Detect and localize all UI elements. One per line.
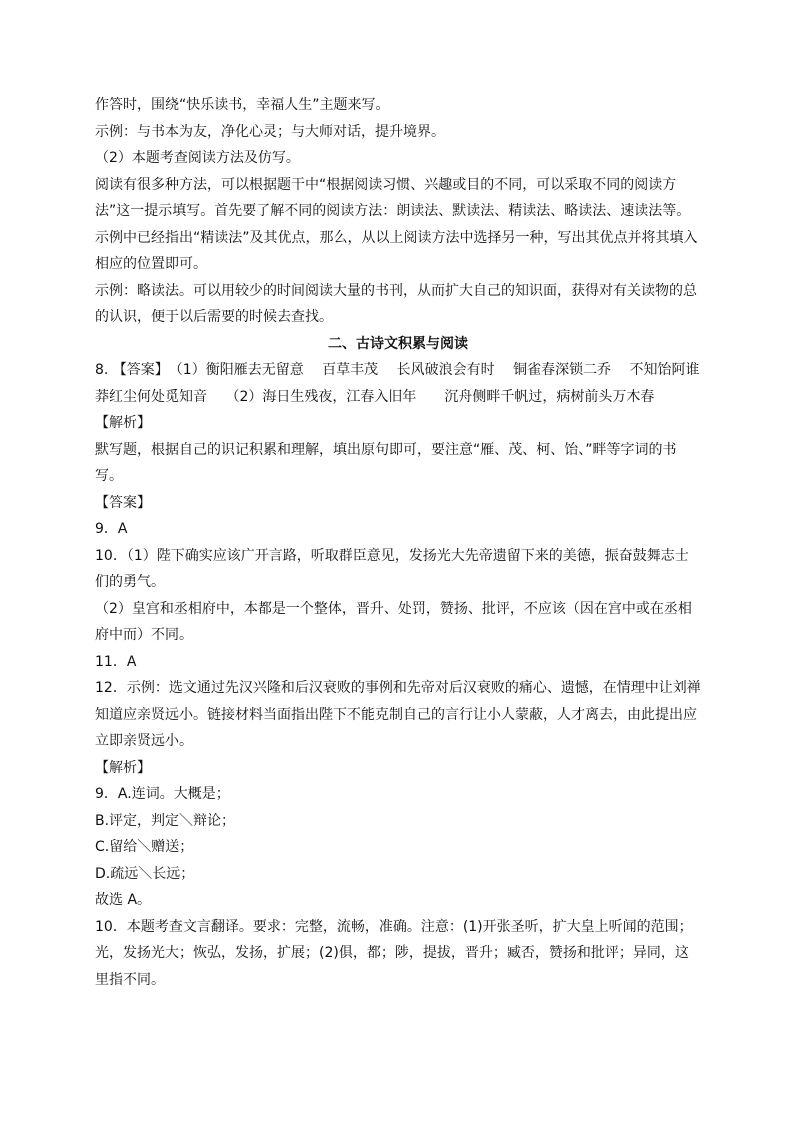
- answer-11: 11．A: [95, 653, 137, 670]
- answer-8-line-2: 莽红尘何处觅知音 （2）海日生残夜，江春入旧年 沉舟侧畔千帆过，病树前头万木春: [95, 388, 655, 405]
- answer-9: 9．A: [95, 521, 128, 537]
- text-line: 作答时，围绕“快乐读书，幸福人生”主题来写。: [95, 97, 390, 113]
- analysis-9-conclusion: 故选 A。: [95, 892, 152, 908]
- answer-10-1: 10．（1）陛下确实应该广开言路，听取群臣意见，发扬光大先帝遗留下来的美德，振奋鼓舞志士们的勇气。: [95, 547, 689, 590]
- analysis-9-c: C.留给＼赠送；: [95, 839, 194, 855]
- answer-12: 12．示例：选文通过先汉兴隆和后汉衰败的事例和先帝对后汉衰败的痛心、遗憾，在情理中让刘禅知道应亲贤远小。链接材料当面指出陛下不能克制自己的言行让小人蒙蔽，人才离去，由此提出应立即亲贤远小。: [95, 680, 701, 749]
- analysis-label: 【解析】: [95, 759, 151, 776]
- analysis-9-a: 9．A.连词。大概是；: [95, 786, 230, 802]
- text-line: 默写题，根据自己的识记积累和理解，填出原句即可，要注意“雁、茂、柯、饴、”畔等字词的书写。: [95, 441, 677, 484]
- text-paragraph: 示例：略读法。可以用较少的时间阅读大量的书刊，从而扩大自己的知识面，获得对有关读物的总的认识，便于以后需要的时候去查找。: [95, 282, 697, 325]
- answer-8-line: 8. 【答案】 （1）衡阳雁去无留意 百草丰茂 长风破浪会有时 铜雀春深锁二乔 不知饴阿谁: [95, 362, 700, 378]
- text-line: 示例：与书本为友，净化心灵；与大师对话，提升境界。: [95, 123, 445, 140]
- analysis-10: 10．本题考查文言翻译。要求：完整，流畅，准确。注意：(1)开张圣听，扩大皇上听闻的范围；光，发扬光大；恢弘，发扬，扩展；(2)俱，都；陟，提拔，晋升；臧否，赞扬和批评；异同，这里指不同。: [95, 918, 693, 988]
- answer-label: 【答案】: [95, 494, 151, 511]
- document-page: [95, 92, 701, 993]
- analysis-9-d: D.疏远＼长远；: [95, 865, 195, 882]
- analysis-9-b: B.评定，判定＼辩论；: [95, 812, 236, 829]
- text-line: （2）本题考查阅读方法及仿写。: [95, 150, 300, 166]
- section-heading: 二、古诗文积累与阅读: [328, 335, 468, 352]
- text-paragraph: 阅读有很多种方法，可以根据题干中“根据阅读习惯、兴趣或目的不同，可以采取不同的阅读方法”这一提示填写。首先要了解不同的阅读方法：朗读法、默读法、精读法、略读法、速读法等。示例中已经指出“精读法”及其优点，那么，从以上阅读方法中选择另一种，写出其优点并将其填入相应的位置即可。: [95, 176, 698, 272]
- answer-10-2: （2）皇宫和丞相府中，本都是一个整体，晋升、处罚，赞扬、批评，不应该（因在宫中或在丞相府中而）不同。: [95, 600, 692, 643]
- analysis-label: 【解析】: [95, 415, 151, 431]
